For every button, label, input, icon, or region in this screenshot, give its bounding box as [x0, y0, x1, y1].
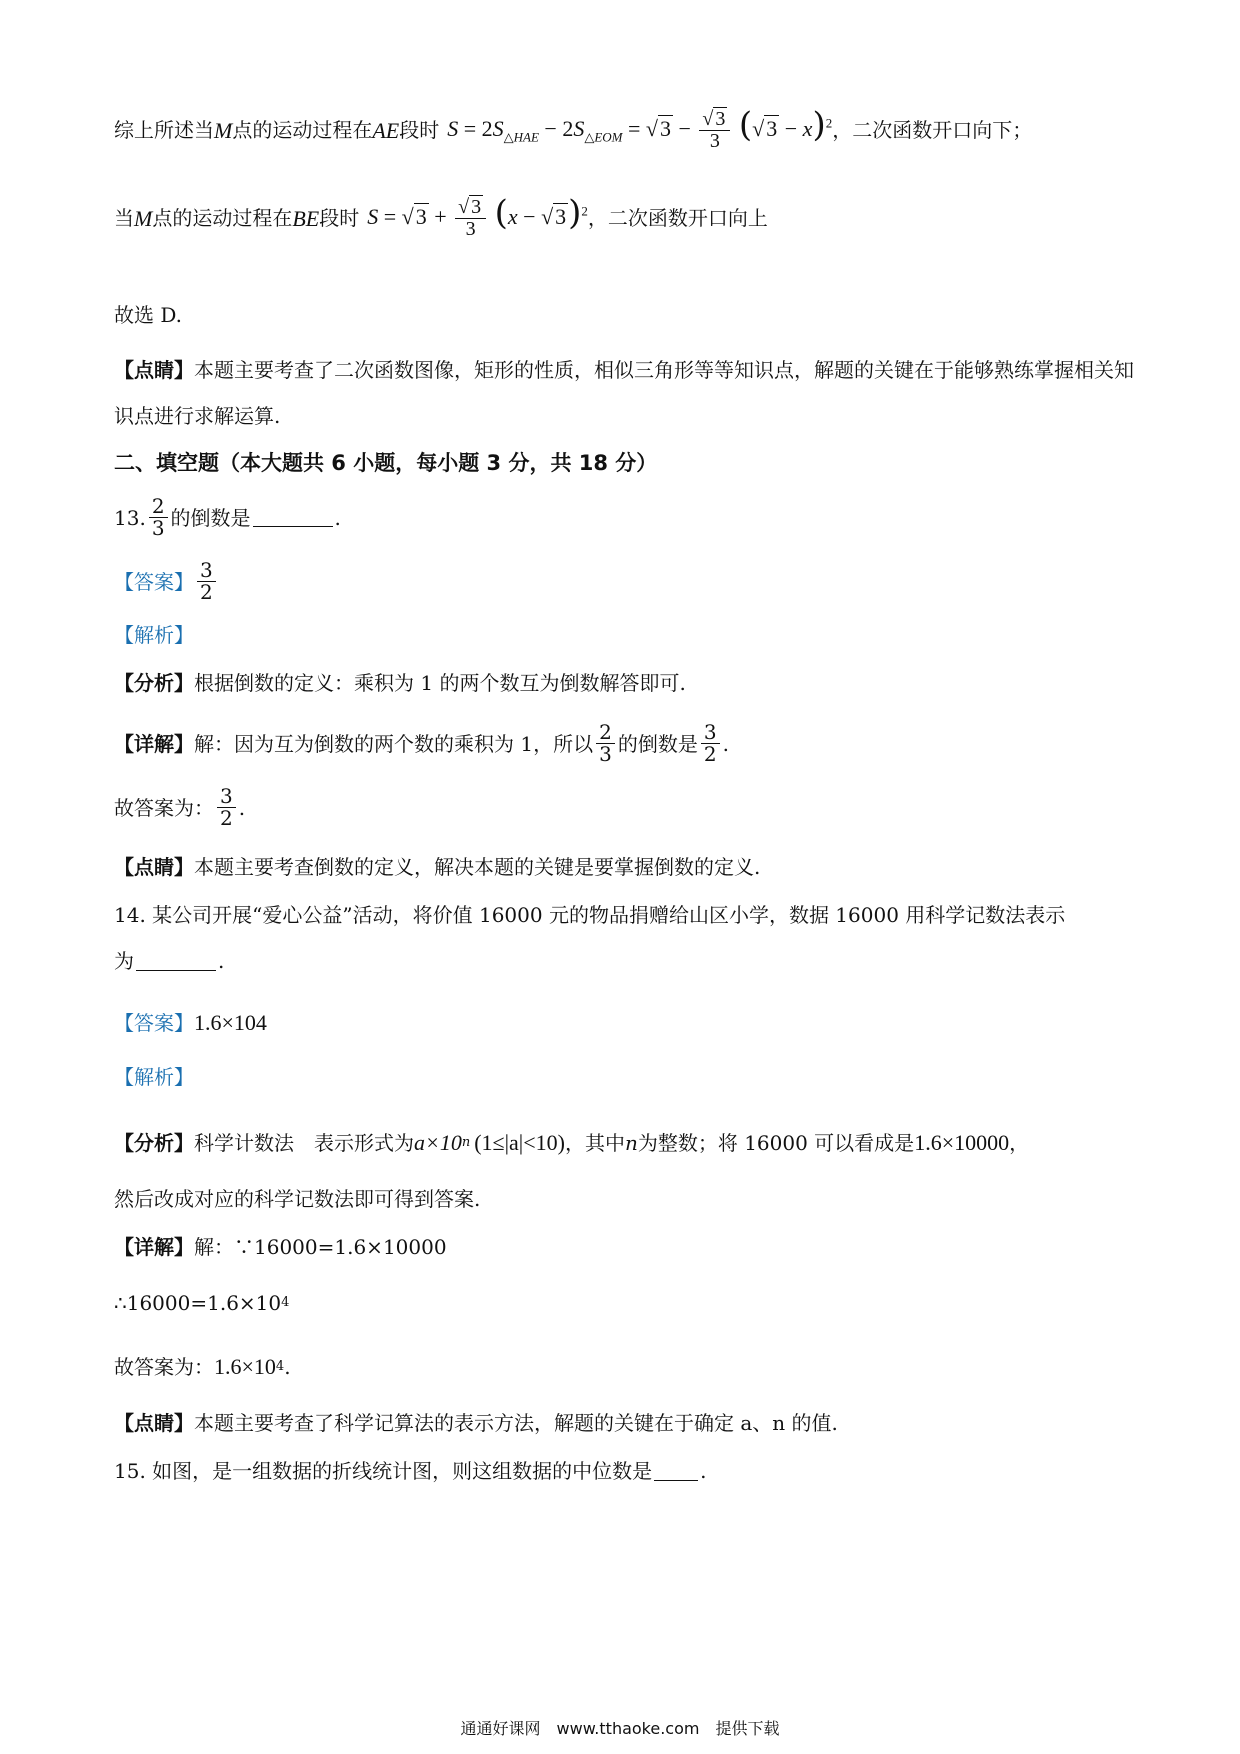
symbol: − — [523, 204, 536, 229]
text: 当 — [114, 206, 134, 231]
summary-line-ae — [114, 105, 1140, 153]
segment-ae: AE — [372, 117, 400, 143]
fraction-sqrt3-over-3: $\frac{√ 3}{3}$ — [699, 109, 730, 152]
summary-line-be — [114, 193, 1140, 241]
fraction-sqrt3-over-3: $\frac{√ 3}{3}$ — [455, 197, 486, 240]
question-13: 13. $\frac{2}{3}$ 的倒数是 . — [114, 494, 341, 540]
fenxi-13 — [114, 668, 1140, 698]
text: 点的运动过程在 — [232, 118, 373, 143]
formula-ae: $S = 2S_{\triangle HAE} - 2S_{\triangle EOM} = √3$ − $\frac{√ 3}{3}$ $(√3 - x)^2$ — [447, 105, 833, 153]
xiangjie-tag: 【详解】 — [114, 1235, 194, 1259]
xiangjie-tag: 【详解】 — [114, 731, 194, 756]
fenxi-tag: 【分析】 — [114, 1130, 194, 1155]
exponent: 2 — [825, 115, 833, 131]
symbol: − 2 — [544, 116, 574, 141]
text: ，二次函数开口向上 — [587, 206, 768, 231]
question-14-line1: 14. 某公司开展“爱心公益”活动，将价值 16000 元的物品捐赠给山区小学，数据 16000 用科学记数法表示 — [114, 903, 1066, 927]
dianjing-paragraph — [114, 347, 1140, 439]
symbol: = — [383, 204, 397, 229]
answer-blank — [253, 508, 333, 527]
xiangjie-14: 【详解】 解：∵16000=1.6×10000 — [114, 1232, 1140, 1262]
final-answer-14: 故答案为： 1.6×10 4 . — [114, 1354, 291, 1379]
symbol: − — [678, 116, 691, 141]
section-heading: 二、填空题（本大题共 6 小题，每小题 3 分，共 18 分） — [114, 451, 658, 475]
formula-be: S = √3 + $\frac{√ 3}{3}$ $(x - √3)^2$ — [367, 193, 588, 241]
answer-tag: 【答案】 — [114, 569, 194, 594]
answer-14: 【答案】 1.6×10 4 — [114, 1006, 1140, 1039]
var-m: M — [134, 205, 153, 231]
var-x: x — [802, 116, 813, 141]
answer-value: 1.6×10 — [194, 1010, 256, 1035]
fraction-2-3: $\frac{2}{3}$ — [596, 722, 615, 765]
question-number: 13. — [114, 505, 146, 530]
text: 点的运动过程在 — [152, 206, 293, 231]
dianjing-14: 【点睛】 本题主要考查了科学记算法的表示方法，解题的关键在于确定 a、n 的值. — [114, 1408, 1140, 1438]
text: 综上所述当 — [114, 118, 214, 143]
var-x: x — [507, 204, 518, 229]
question-text: 的倒数是 — [170, 505, 251, 530]
symbol: = 2 — [463, 116, 493, 141]
subscript-eom: △EOM — [584, 129, 623, 145]
dianjing-tag: 【点睛】 — [114, 1411, 194, 1435]
answer-tag: 【答案】 — [114, 1010, 194, 1035]
fraction-3-2: $\frac{3}{2}$ — [197, 560, 216, 603]
final-answer-13: 故答案为： $\frac{3}{2}$ . — [114, 784, 246, 830]
subscript-hae: △HAE — [503, 129, 539, 145]
dianjing-text: 本题主要考查了二次函数图像，矩形的性质，相似三角形等等知识点，解题的关键在于能够熟练掌握相关知识点进行求解运算. — [114, 358, 1134, 428]
fraction-3-2: $\frac{3}{2}$ — [217, 786, 236, 829]
symbol: − — [784, 116, 798, 141]
symbol: + — [434, 204, 447, 229]
fenxi-14-line1: 【分析】 科学计数法 表示形式为 a×10 n (1≤|a|<10) ，其中 n 为整数；将 16000 可以看成是 1.6×10000 ， — [114, 1126, 1140, 1159]
answer-blank — [136, 952, 216, 971]
analysis-tag-13: 【解析】 — [114, 623, 194, 647]
radicand: 3 — [415, 204, 427, 229]
fenxi-text: 根据倒数的定义：乘积为 1 的两个数互为倒数解答即可. — [194, 671, 686, 695]
answer-13 — [114, 560, 1140, 603]
fenxi-tag: 【分析】 — [114, 671, 194, 695]
text: ，二次函数开口向下； — [832, 118, 1033, 143]
choice-d-line: 故选 D. — [114, 303, 183, 327]
segment-be: BE — [292, 205, 320, 231]
text: 段时 — [319, 206, 360, 231]
radicand: 3 — [660, 116, 671, 141]
xiangjie-13: 【详解】 解：因为互为倒数的两个数的乘积为 1，所以 $\frac{2}{3}$ 的倒数是 $\frac{3}{2}$ . — [114, 720, 729, 766]
analysis-tag-14: 【解析】 — [114, 1065, 194, 1089]
var-s: S — [367, 204, 379, 229]
exponent: 2 — [581, 203, 588, 219]
fenxi-14-line2: 然后改成对应的科学记数法即可得到答案. — [114, 1187, 481, 1211]
step-14: ∴16000=1.6×10 4 — [114, 1291, 290, 1315]
question-15: 15. 如图，是一组数据的折线统计图，则这组数据的中位数是 . — [114, 1459, 707, 1483]
answer-blank — [654, 1462, 698, 1481]
fraction-2-3: $\frac{2}{3}$ — [149, 496, 168, 539]
var-s: S — [447, 116, 459, 141]
var-m: M — [214, 117, 233, 143]
text: 段时 — [399, 118, 440, 143]
dianjing-13: 【点睛】 本题主要考查倒数的定义，解决本题的关键是要掌握倒数的定义. — [114, 852, 1140, 882]
dianjing-tag: 【点睛】 — [114, 358, 194, 382]
question-14-line2: 为 . — [114, 949, 225, 973]
symbol: = — [628, 116, 641, 141]
footer-source: 通通好课网 www.tthaoke.com 提供下载 — [460, 1719, 780, 1738]
fraction-3-2: $\frac{3}{2}$ — [701, 722, 720, 765]
dianjing-tag: 【点睛】 — [114, 855, 194, 879]
